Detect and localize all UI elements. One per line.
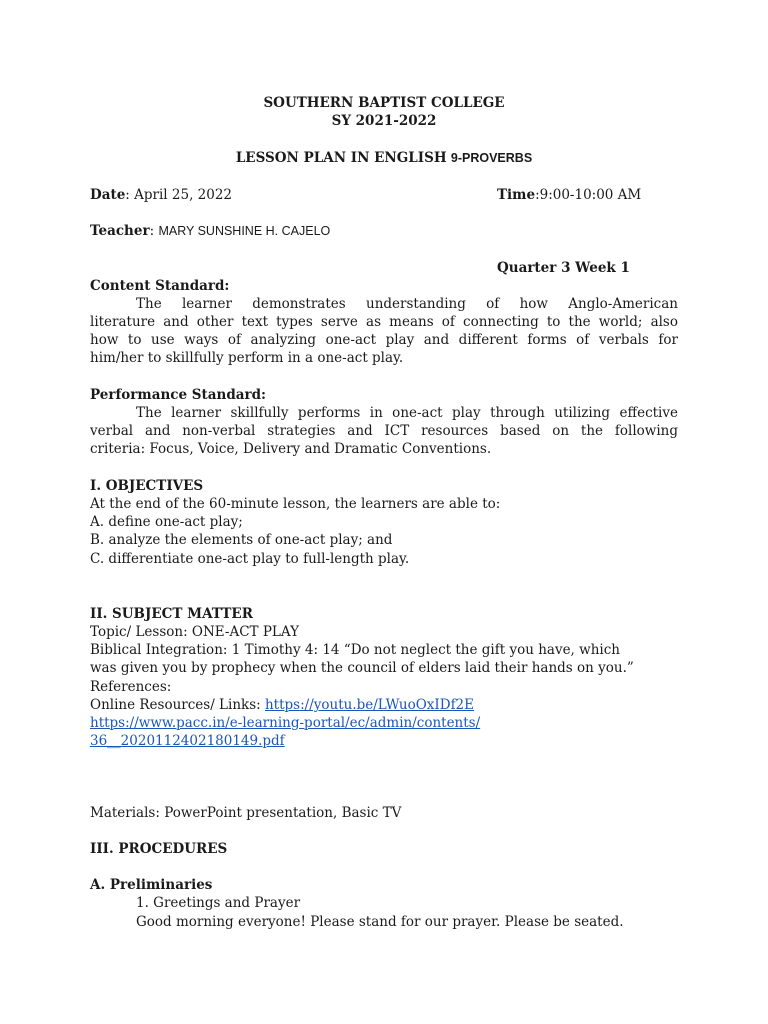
topic-line: Topic/ Lesson: ONE-ACT PLAY [90,624,299,640]
objectives-intro: At the end of the 60-minute lesson, the learners are able to: [90,496,501,512]
objective-item: B. analyze the elements of one-act play; and [90,532,393,548]
greetings-item: 1. Greetings and Prayer [136,895,301,911]
youtube-link[interactable]: https://youtu.be/LWuoOxIDf2E [264,697,475,713]
greetings-text: Good morning everyone! Please stand for our prayer. Please be seated. [136,914,624,930]
biblical-integration-line: was given you by prophecy when the council of elders laid their hands on you.” [90,660,634,676]
teacher-name: MARY SUNSHINE H. CAJELO [158,224,331,238]
performance-standard-line: criteria: Focus, Voice, Delivery and Dramatic Conventions. [90,441,492,457]
content-standard-heading: Content Standard: [90,278,230,294]
performance-standard-line: The learner skillfully performs in one-act play through utilizing effective [136,405,678,421]
online-resources-label: Online Resources/ Links: [90,697,265,713]
time-value: :9:00-10:00 AM [535,187,642,203]
online-resources-line [90,696,474,714]
quarter-week: Quarter 3 Week 1 [497,260,630,276]
content-standard-line: literature and other text types serve as means of connecting to the world; also [90,314,678,330]
school-name: SOUTHERN BAPTIST COLLEGE [263,95,505,111]
pacc-link-line [90,714,480,732]
content-standard-line: him/her to skillfully perform in a one-act play. [90,350,404,366]
biblical-integration-line: Biblical Integration: 1 Timothy 4: 14 “Do not neglect the gift you have, which [90,642,620,658]
plan-section: 9-PROVERBS [450,151,533,165]
procedures-heading: III. PROCEDURES [90,841,228,857]
objective-item: C. differentiate one-act play to full-length play. [90,551,410,567]
objective-item: A. define one-act play; [90,514,243,530]
pacc-link-continued[interactable]: 36__2020112402180149.pdf [90,733,285,749]
performance-standard-heading: Performance Standard: [90,387,267,403]
materials-line: Materials: PowerPoint presentation, Basic TV [90,805,402,821]
date-label: Date [90,187,126,203]
performance-standard-line: verbal and non-verbal strategies and ICT resources based on the following [90,423,678,439]
preliminaries-heading: A. Preliminaries [90,877,213,893]
lesson-plan-title [0,149,768,167]
date-value: : April 25, 2022 [125,187,233,203]
references-label: References: [90,679,172,695]
time-line [497,186,641,204]
date-line [90,186,232,204]
plan-title: LESSON PLAN IN ENGLISH [235,150,447,166]
teacher-line [90,222,330,240]
teacher-sep: : [149,223,155,239]
objectives-heading: I. OBJECTIVES [90,478,204,494]
pacc-link[interactable]: https://www.pacc.in/e-learning-portal/ec/admin/contents/ [90,715,481,731]
school-year: SY 2021-2022 [331,113,437,129]
teacher-label: Teacher [90,223,150,239]
time-label: Time [497,187,536,203]
content-standard-line: how to use ways of analyzing one-act play and different forms of verbals for [90,332,678,348]
subject-matter-heading: II. SUBJECT MATTER [90,606,253,622]
pacc-link-line [90,732,285,750]
content-standard-line: The learner demonstrates understanding of how Anglo-American [136,296,678,312]
